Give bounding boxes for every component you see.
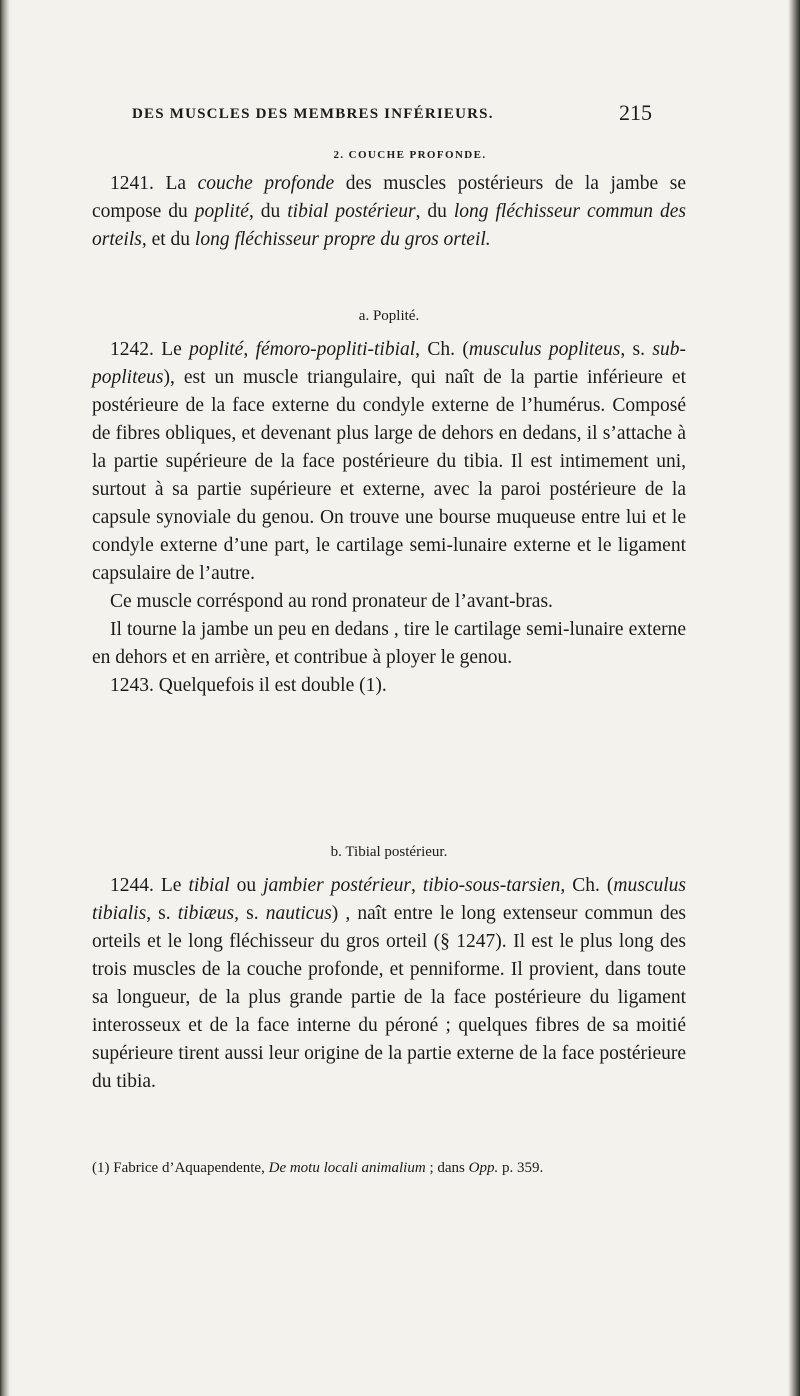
paragraph-1244 [92, 872, 686, 1096]
section-heading: 2. COUCHE PROFONDE. [333, 149, 487, 161]
subheading-b-text: b. Tibial postérieur. [330, 844, 448, 860]
page-edge-left [0, 0, 10, 1396]
footnote-text: (1) Fabrice d’Aquapendente, De motu locali animalium ; dans Opp. p. 359. [92, 1160, 544, 1176]
page-edge-right [788, 0, 800, 1396]
paragraph-1244-text: 1244. Le tibial ou jambier postérieur, tibio-sous-tarsien, Ch. (musculus tibialis, s. tibiæus, s. nauticus) , naît entre le long extenseur commun des orteils et le long fléchisseur du gros orteil (§ 1247). Il est le plus long des trois muscles de la couche profonde, et penniforme. Il provient, dans toute sa longueur, de la plus grande partie de la face postérieure du ligament interosseux et de la face interne du péroné ; quelques fibres de sa moitié supérieure tirent aussi leur origine de la partie externe de la face postérieure du tibia. [92, 875, 686, 1092]
subheading-a [92, 306, 686, 326]
paragraph-1243: 1243. Quelquefois il est double (1). [110, 675, 387, 696]
running-title: DES MUSCLES DES MEMBRES INFÉRIEURS. [132, 106, 494, 122]
subheading-b [92, 842, 686, 862]
paragraph-1241 [92, 170, 686, 254]
page-number: 215 [619, 100, 652, 125]
footnote [92, 1158, 686, 1179]
paragraph-1241-text: 1241. La couche profonde des muscles postérieurs de la jambe se compose du poplité, du tibial postérieur, du long fléchisseur commun des orteils, et du long fléchisseur propre du gros orteil. [92, 173, 686, 250]
paragraph-1242 [92, 336, 686, 700]
paragraph-tourne: Il tourne la jambe un peu en dedans , tire le cartilage semi-lunaire externe en dehors et en arrière, et contribue à ployer le genou. [92, 619, 686, 668]
running-head [132, 100, 652, 128]
subheading-a-text: a. Poplité. [358, 308, 420, 324]
paragraph-correspond: Ce muscle corréspond au rond pronateur de l’avant-bras. [110, 591, 553, 612]
paragraph-1242-text: 1242. Le poplité, fémoro-popliti-tibial, Ch. (musculus popliteus, s. sub-popliteus), est un muscle triangulaire, qui naît de la partie inférieure et postérieure de la face externe du condyle externe de l’humérus. Composé de fibres obliques, et devenant plus large de dehors en dedans, il s’attache à la partie supérieure de la face postérieure du tibia. Il est intimement uni, surtout à sa partie supérieure et externe, avec la paroi postérieure de la capsule synoviale du genou. On trouve une bourse muqueuse entre lui et le condyle externe d’une part, le cartilage semi-lunaire externe et le ligament capsulaire de l’autre. [92, 339, 686, 584]
